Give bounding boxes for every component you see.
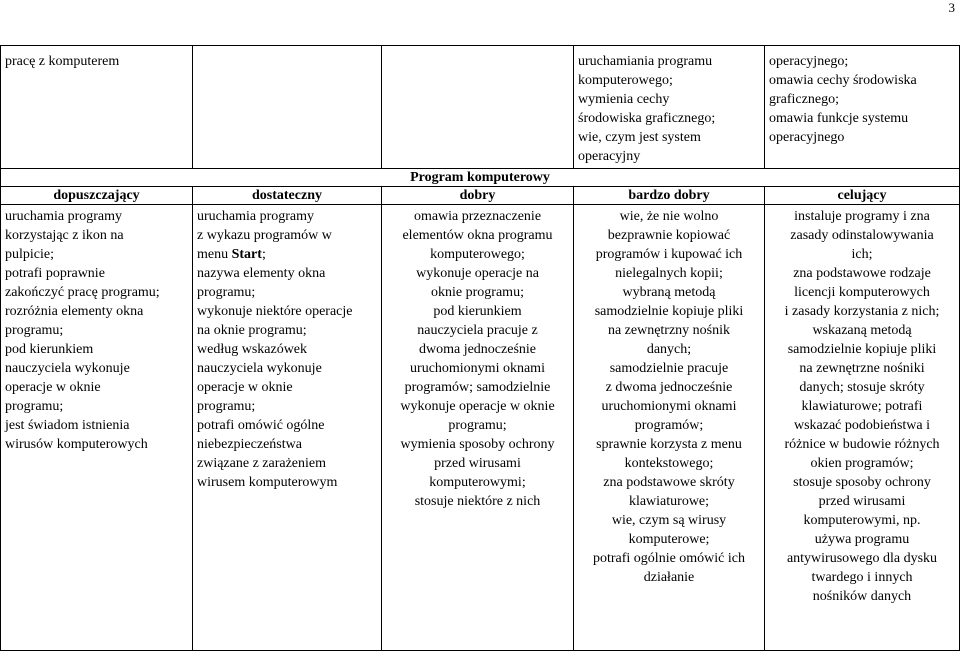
text-line: środowiska graficznego; bbox=[578, 111, 716, 126]
text-line: pod kierunkiem bbox=[5, 342, 94, 357]
text-line: niebezpieczeństwa bbox=[197, 437, 302, 452]
requirements-table bbox=[0, 45, 960, 651]
text-line: wykonuje operacje na bbox=[416, 266, 539, 281]
text-line: wie, że nie wolno bbox=[619, 209, 719, 224]
text-line: instaluje programy i zna bbox=[794, 209, 930, 224]
text-line: klawiaturowe; bbox=[628, 494, 710, 509]
text-line: klawiaturowe; potrafi bbox=[801, 399, 923, 414]
text-line: programu; bbox=[197, 399, 256, 414]
text-line: potrafi omówić ogólne bbox=[197, 418, 325, 433]
text-line: elementów okna programu bbox=[402, 228, 553, 243]
text-line: przed wirusami bbox=[434, 456, 521, 471]
requirements-dostateczny bbox=[193, 205, 382, 651]
text-line: jest świadom istnienia bbox=[5, 418, 130, 433]
text-line: wymienia sposoby ochrony bbox=[400, 437, 555, 452]
text-line: ich; bbox=[851, 247, 873, 262]
text-line: danych; bbox=[646, 342, 692, 357]
grade-header-5: celujący bbox=[765, 187, 960, 205]
text-line: uruchamia programy bbox=[5, 209, 123, 224]
text-line: operacje w oknie bbox=[5, 380, 101, 395]
text-line: zna podstawowe rodzaje bbox=[793, 266, 931, 281]
text-line: związane z zarażeniem bbox=[197, 456, 327, 471]
text-line: przed wirusami bbox=[818, 494, 906, 509]
requirements-row bbox=[1, 205, 960, 651]
text-line: programu; bbox=[448, 418, 507, 433]
text-line: oknie programu; bbox=[431, 285, 524, 300]
text-line: operacyjny bbox=[578, 149, 641, 164]
text-line: antywirusowego dla dysku bbox=[786, 551, 938, 566]
top-cell-3 bbox=[382, 46, 574, 169]
text-line: menu Start; bbox=[197, 247, 266, 262]
text-line: uruchomionymi oknami bbox=[410, 361, 545, 376]
grade-header-4: bardzo dobry bbox=[574, 187, 765, 205]
top-cell-1 bbox=[1, 46, 193, 169]
text-line: programu; bbox=[5, 323, 64, 338]
text-line: operacyjnego; bbox=[769, 54, 849, 69]
requirements-dopuszczajacy bbox=[1, 205, 193, 651]
text-line: wirusów komputerowych bbox=[5, 437, 148, 452]
text-line: uruchamiania programu bbox=[578, 54, 713, 69]
text-line: wykonuje operacje w oknie bbox=[400, 399, 555, 414]
requirements-dobry bbox=[382, 205, 574, 651]
text-line: pulpicie; bbox=[5, 247, 54, 262]
text-line: dwoma jednocześnie bbox=[418, 342, 536, 357]
text-line: samodzielnie kopiuje pliki bbox=[787, 342, 937, 357]
text-line: uruchomionymi oknami bbox=[601, 399, 737, 414]
text-line: programu; bbox=[5, 399, 64, 414]
text-line: twardego i innych bbox=[811, 570, 913, 585]
section-title: Program komputerowy bbox=[1, 169, 960, 187]
text-line: wie, czym jest system bbox=[578, 130, 701, 145]
text-line: licencji komputerowych bbox=[794, 285, 930, 300]
text-line: komputerowymi, np. bbox=[803, 513, 921, 528]
text-line: różnice w budowie różnych bbox=[784, 437, 940, 452]
text-line: omawia cechy środowiska bbox=[769, 73, 917, 88]
text-line: nauczyciela wykonuje bbox=[197, 361, 322, 376]
text-line: na zewnętrzne nośniki bbox=[799, 361, 925, 376]
text-line: pracę z komputerem bbox=[5, 54, 120, 69]
text-line: potrafi ogólnie omówić ich bbox=[592, 551, 746, 566]
grade-header-2: dostateczny bbox=[193, 187, 382, 205]
text-line: omawia funkcje systemu bbox=[769, 111, 909, 126]
text-line: sprawnie korzysta z menu bbox=[596, 437, 742, 452]
text-line: kontekstowego; bbox=[624, 456, 714, 471]
text-line: samodzielnie pracuje bbox=[609, 361, 729, 376]
top-cell-4 bbox=[574, 46, 765, 169]
page-number: 3 bbox=[948, 0, 955, 15]
text-line: wskazaną metodą bbox=[812, 323, 912, 338]
top-cell-5 bbox=[765, 46, 960, 169]
requirements-celujacy bbox=[765, 205, 960, 651]
text-line: nazywa elementy okna bbox=[197, 266, 326, 281]
text-line: programu; bbox=[197, 285, 256, 300]
text-line: i zasady korzystania z nich; bbox=[784, 304, 940, 319]
text-line: nauczyciela pracuje z bbox=[417, 323, 538, 338]
text-line: wybraną metodą bbox=[622, 285, 716, 300]
text-line: okien programów; bbox=[810, 456, 914, 471]
text-line: programów; samodzielnie bbox=[404, 380, 551, 395]
text-line: rozróżnia elementy okna bbox=[5, 304, 144, 319]
text-line: komputerowego; bbox=[430, 247, 525, 262]
text-line: programów; bbox=[634, 418, 704, 433]
text-line: komputerowego; bbox=[578, 73, 673, 88]
grade-header-row bbox=[1, 187, 960, 205]
text-line: programów i kupować ich bbox=[595, 247, 743, 262]
text-line: potrafi poprawnie bbox=[5, 266, 105, 281]
text-line: komputerowe; bbox=[628, 532, 710, 547]
text-line: zna podstawowe skróty bbox=[603, 475, 735, 490]
text-line: zasady odinstalowywania bbox=[790, 228, 934, 243]
text-line: wskazać podobieństwa i bbox=[793, 418, 931, 433]
text-line: stosuje niektóre z nich bbox=[414, 494, 541, 509]
text-line: wie, czym są wirusy bbox=[611, 513, 727, 528]
text-line: wykonuje niektóre operacje bbox=[197, 304, 353, 319]
requirements-bardzo-dobry bbox=[574, 205, 765, 651]
text-line: według wskazówek bbox=[197, 342, 308, 357]
text-line: zakończyć pracę programu; bbox=[5, 285, 160, 300]
text-line: z dwoma jednocześnie bbox=[605, 380, 733, 395]
text-line: stosuje sposoby ochrony bbox=[793, 475, 931, 490]
text-line: komputerowymi; bbox=[429, 475, 526, 490]
text-line: nośników danych bbox=[812, 589, 912, 604]
text-line: operacje w oknie bbox=[197, 380, 293, 395]
text-line: działanie bbox=[643, 570, 695, 585]
text-line: graficznego; bbox=[769, 92, 839, 107]
top-cell-2 bbox=[193, 46, 382, 169]
text-line: operacyjnego bbox=[769, 130, 845, 145]
continuation-row bbox=[1, 46, 960, 169]
text-line: omawia przeznaczenie bbox=[413, 209, 542, 224]
text-line: używa programu bbox=[814, 532, 910, 547]
text-line: nielegalnych kopii; bbox=[615, 266, 723, 281]
text-line: danych; stosuje skróty bbox=[799, 380, 925, 395]
text-line: nauczyciela wykonuje bbox=[5, 361, 130, 376]
grade-header-3: dobry bbox=[382, 187, 574, 205]
text-line: na oknie programu; bbox=[197, 323, 307, 338]
text-line: bezprawnie kopiować bbox=[607, 228, 731, 243]
text-line: uruchamia programy bbox=[197, 209, 315, 224]
text-line: na zewnętrzny nośnik bbox=[607, 323, 731, 338]
grade-header-1: dopuszczający bbox=[1, 187, 193, 205]
text-line: korzystając z ikon na bbox=[5, 228, 124, 243]
text-line: z wykazu programów w bbox=[197, 228, 332, 243]
text-line: wirusem komputerowym bbox=[197, 475, 338, 490]
text-line: pod kierunkiem bbox=[433, 304, 522, 319]
text-line: wymienia cechy bbox=[578, 92, 670, 107]
text-line: samodzielnie kopiuje pliki bbox=[594, 304, 744, 319]
